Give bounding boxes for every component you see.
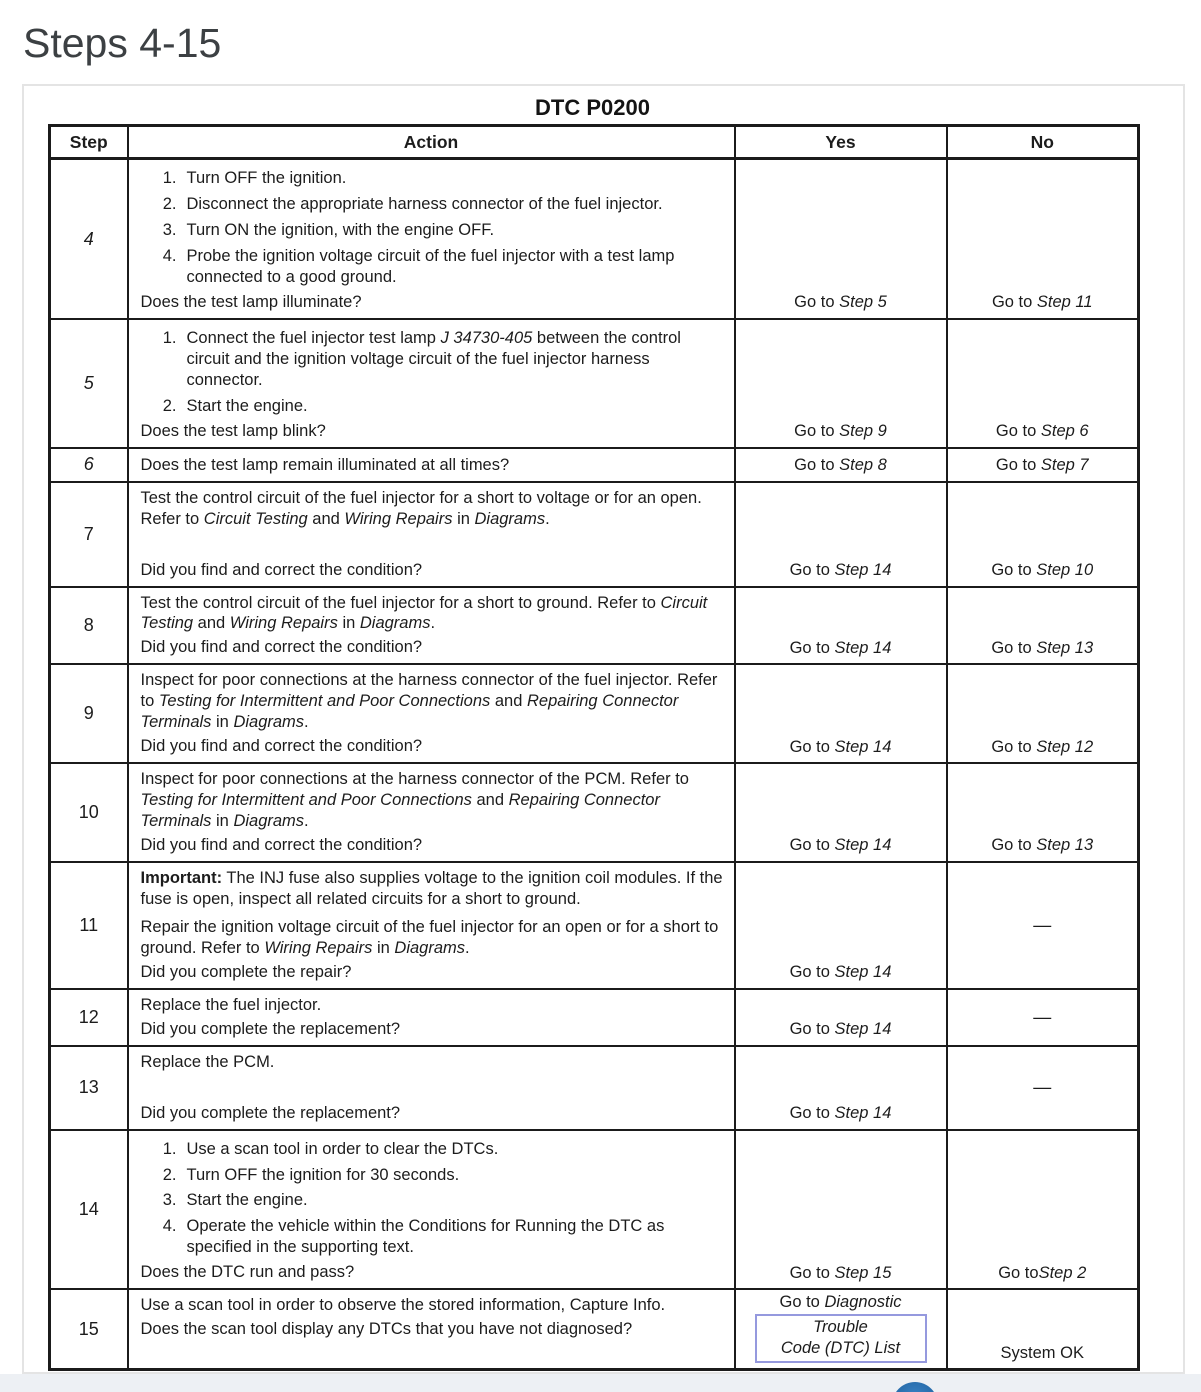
step-number: 12 xyxy=(50,989,128,1046)
page-title: Steps 4-15 xyxy=(23,20,222,66)
action-list-item xyxy=(141,1216,724,1258)
action-question: Did you complete the repair? xyxy=(140,962,352,981)
yes-text-line: Trouble xyxy=(813,1317,868,1336)
action-cell xyxy=(128,159,735,319)
list-item-text: Start the engine. xyxy=(186,1191,308,1210)
yes-text-line: Go to Step 5 xyxy=(794,293,887,312)
no-text-line: Go to Step 12 xyxy=(991,737,1094,756)
table-row xyxy=(50,1046,1139,1130)
action-list-item xyxy=(141,246,724,288)
action-cell xyxy=(128,448,735,482)
yes-text-line: Go to Step 14 xyxy=(789,836,892,855)
action-cell xyxy=(128,664,735,763)
list-item-text: Operate the vehicle within the Conditions for Running the DTC as specified in the supporting text. xyxy=(186,1217,665,1257)
list-number: 1. xyxy=(162,169,177,188)
action-question: Does the test lamp blink? xyxy=(140,421,326,440)
step-number: 14 xyxy=(50,1130,128,1290)
yes-text-line: Go to Step 9 xyxy=(794,422,887,441)
action-list-item xyxy=(141,1165,724,1186)
action-list-item xyxy=(141,220,724,241)
list-item-text: Disconnect the appropriate harness connector of the fuel injector. xyxy=(186,195,663,214)
yes-text-line: Go to Step 15 xyxy=(789,1263,892,1282)
action-cell xyxy=(128,1130,735,1290)
action-cell xyxy=(128,482,735,587)
yes-cell xyxy=(735,482,947,587)
action-paragraph: Test the control circuit of the fuel injector for a short to ground. Refer to Circuit Testing and Wiring Repairs in Diagrams. xyxy=(140,593,708,633)
action-question: Did you complete the replacement? xyxy=(140,1103,401,1122)
step-number: 11 xyxy=(50,862,128,989)
list-number: 4. xyxy=(162,247,177,266)
action-question: Did you complete the replacement? xyxy=(140,1019,401,1038)
list-number: 4. xyxy=(162,1217,177,1236)
no-text-line: Go to Step 7 xyxy=(995,456,1089,475)
no-cell xyxy=(947,664,1139,763)
step-number: 10 xyxy=(50,763,128,862)
no-cell xyxy=(947,448,1139,482)
dtc-table xyxy=(48,124,1140,1371)
list-item-text: Connect the fuel injector test lamp J 34730-405 between the control circuit and the ignition voltage circuit of the fuel injector harness connector. xyxy=(186,328,681,389)
table-row xyxy=(50,664,1139,763)
action-cell xyxy=(128,989,735,1046)
list-item-text: Start the engine. xyxy=(186,396,308,415)
header-yes: Yes xyxy=(735,126,947,159)
spacer xyxy=(141,1074,724,1100)
yes-text-line: Go to Step 14 xyxy=(789,737,892,756)
action-list-item xyxy=(141,1139,724,1160)
action-question: Does the test lamp illuminate? xyxy=(140,292,362,311)
yes-text-line: Go to Step 8 xyxy=(794,456,887,475)
no-text-line: Go toStep 2 xyxy=(998,1263,1087,1282)
list-item-text: Turn ON the ignition, with the engine OFF. xyxy=(186,221,495,240)
table-header-row xyxy=(50,126,1139,159)
yes-text-line: Go to Step 14 xyxy=(789,1103,892,1122)
table-row xyxy=(50,159,1139,319)
action-list-item xyxy=(141,194,724,215)
list-number: 2. xyxy=(162,396,177,415)
yes-cell xyxy=(735,1046,947,1130)
table-row xyxy=(50,862,1139,989)
action-question: Does the test lamp remain illuminated at all times? xyxy=(140,455,510,474)
table-row xyxy=(50,587,1139,665)
yes-cell xyxy=(735,1289,947,1369)
no-cell xyxy=(947,989,1139,1046)
step-number: 15 xyxy=(50,1289,128,1369)
list-number: 2. xyxy=(162,195,177,214)
document-card xyxy=(22,84,1185,1374)
list-number: 3. xyxy=(162,221,177,240)
table-row xyxy=(50,763,1139,862)
action-list-item xyxy=(141,328,724,391)
yes-cell xyxy=(735,989,947,1046)
action-cell xyxy=(128,1289,735,1369)
list-item-text: Probe the ignition voltage circuit of the fuel injector with a test lamp connected to a good ground. xyxy=(186,247,675,287)
bottom-strip xyxy=(0,1374,1201,1392)
table-row xyxy=(50,319,1139,448)
action-question: Does the scan tool display any DTCs that you have not diagnosed? xyxy=(140,1320,633,1339)
no-text-line: — xyxy=(1033,915,1052,936)
action-paragraph: Inspect for poor connections at the harness connector of the fuel injector. Refer to Testing for Intermittent and Poor Connections and Repairing Connector Terminals in Diagrams. xyxy=(140,671,718,732)
action-cell xyxy=(128,862,735,989)
action-question: Does the DTC run and pass? xyxy=(140,1263,355,1282)
no-text-line: Go to Step 13 xyxy=(991,836,1094,855)
yes-cell xyxy=(735,448,947,482)
yes-cell xyxy=(735,1130,947,1290)
no-text-line: — xyxy=(1033,1006,1052,1027)
yes-text-line: Go to Diagnostic xyxy=(779,1293,902,1312)
action-list-item xyxy=(141,396,724,417)
action-paragraph: Test the control circuit of the fuel injector for a short to voltage or for an open. Refer to Circuit Testing and Wiring Repairs in Diagrams. xyxy=(140,488,702,528)
action-paragraph: Inspect for poor connections at the harness connector of the PCM. Refer to Testing for Intermittent and Poor Connections and Repairing Connector Terminals in Diagrams. xyxy=(140,770,689,831)
no-text-line: Go to Step 13 xyxy=(991,638,1094,657)
yes-cell xyxy=(735,862,947,989)
action-cell xyxy=(128,1046,735,1130)
action-cell xyxy=(128,587,735,665)
header-no: No xyxy=(947,126,1139,159)
table-row xyxy=(50,1130,1139,1290)
no-cell xyxy=(947,159,1139,319)
no-text-line: Go to Step 6 xyxy=(995,422,1089,441)
action-paragraph: Replace the PCM. xyxy=(140,1052,275,1071)
action-paragraph: Repair the ignition voltage circuit of the fuel injector for an open or for a short to ground. Refer to Wiring Repairs in Diagrams. xyxy=(140,917,719,957)
table-row xyxy=(50,989,1139,1046)
action-question: Did you find and correct the condition? xyxy=(140,737,423,756)
no-cell xyxy=(947,1130,1139,1290)
list-number: 3. xyxy=(162,1191,177,1210)
action-list-item xyxy=(141,1190,724,1211)
list-number: 1. xyxy=(162,1139,177,1158)
step-number: 13 xyxy=(50,1046,128,1130)
action-cell xyxy=(128,763,735,862)
yes-text-line: Go to Step 14 xyxy=(789,1020,892,1039)
list-number: 2. xyxy=(162,1165,177,1184)
action-list-item xyxy=(141,168,724,189)
yes-cell xyxy=(735,319,947,448)
step-number: 8 xyxy=(50,587,128,665)
list-item-text: Use a scan tool in order to clear the DTCs. xyxy=(186,1139,499,1158)
yes-cell xyxy=(735,159,947,319)
link-highlight-box[interactable] xyxy=(755,1314,927,1363)
step-number: 6 xyxy=(50,448,128,482)
yes-cell xyxy=(735,763,947,862)
spacer xyxy=(141,531,724,557)
yes-text-line: Code (DTC) List xyxy=(780,1338,901,1357)
action-paragraph: Use a scan tool in order to observe the stored information, Capture Info. xyxy=(140,1296,666,1315)
yes-cell xyxy=(735,587,947,665)
action-paragraph: Important: The INJ fuse also supplies voltage to the ignition coil modules. If the fuse is open, inspect all related circuits for a short to ground. xyxy=(140,869,723,908)
step-number: 4 xyxy=(50,159,128,319)
yes-text-line: Go to Step 14 xyxy=(789,963,892,982)
table-row xyxy=(50,482,1139,587)
list-item-text: Turn OFF the ignition for 30 seconds. xyxy=(186,1165,460,1184)
yes-text-line: Go to Step 14 xyxy=(789,560,892,579)
no-cell xyxy=(947,482,1139,587)
action-question: Did you find and correct the condition? xyxy=(140,638,423,657)
no-cell xyxy=(947,319,1139,448)
no-cell xyxy=(947,763,1139,862)
no-text-line: Go to Step 10 xyxy=(991,560,1094,579)
table-row xyxy=(50,1289,1139,1369)
action-paragraph: Replace the fuel injector. xyxy=(140,995,322,1014)
no-cell xyxy=(947,862,1139,989)
no-cell xyxy=(947,587,1139,665)
no-text-line: System OK xyxy=(1000,1343,1084,1362)
step-number: 5 xyxy=(50,319,128,448)
no-cell xyxy=(947,1046,1139,1130)
yes-text-line: Go to Step 14 xyxy=(789,638,892,657)
list-item-text: Turn OFF the ignition. xyxy=(186,169,347,188)
list-number: 1. xyxy=(162,328,177,347)
header-step: Step xyxy=(50,126,128,159)
no-cell xyxy=(947,1289,1139,1369)
yes-cell xyxy=(735,664,947,763)
no-text-line: — xyxy=(1033,1077,1052,1098)
action-cell xyxy=(128,319,735,448)
step-number: 9 xyxy=(50,664,128,763)
action-question: Did you find and correct the condition? xyxy=(140,836,423,855)
no-text-line: Go to Step 11 xyxy=(991,293,1093,312)
dtc-table-title: DTC P0200 xyxy=(535,95,650,120)
action-question: Did you find and correct the condition? xyxy=(140,560,423,579)
header-action: Action xyxy=(128,126,735,159)
table-row xyxy=(50,448,1139,482)
step-number: 7 xyxy=(50,482,128,587)
